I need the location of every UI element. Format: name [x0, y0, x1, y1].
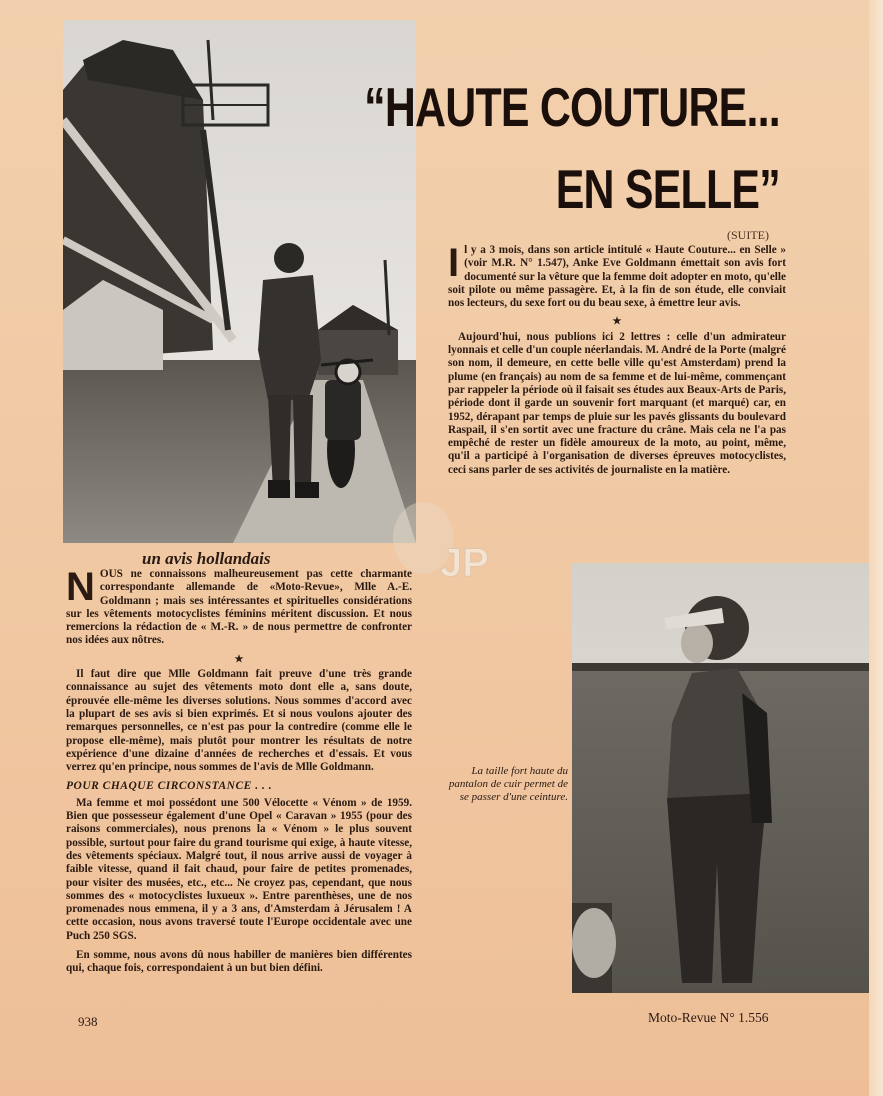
- magazine-footer: Moto-Revue N° 1.556: [648, 1010, 769, 1025]
- main-column: [66, 565, 412, 982]
- main-paragraph-4: En somme, nous avons dû nous habiller de manières bien différentes qui, chaque fois, correspondaient à un but bien défini.: [66, 949, 412, 975]
- watermark-text: JP: [440, 541, 489, 585]
- intro-dropcap: I: [448, 241, 460, 285]
- intro-paragraph-2: Aujourd'hui, nous publions ici 2 lettres : celle d'un admirateur lyonnais et celle d'un couple néerlandais. M. André de la Porte (malgré son nom, il demeure, en cette belle ville qu'est Amsterdam) prend la plume (en français) au nom de sa femme et de lui-même, commençant par rappeler la période où il faisait ses études aux Beaux-Arts de Paris, période dont il garde un souvenir fort marquant (et marqué) car, en 1952, dérapant par temps de pluie sur les pavés glissants du boulevard Raspail, il s'en sortit avec une fracture du crâne. Mais cela ne l'a pas empêché de rester un fidèle amoureux de la moto, au point, même, qu'il a participé à l'organisation de diverses épreuves motocyclistes, ceci sans parler de ses activités de journaliste en la matière.: [448, 330, 786, 476]
- intro-paragraph-1: l y a 3 mois, dans son article intitulé « Haute Couture... en Selle » (voir M.R. N° 1.547), Anke Eve Goldmann émettait son avis fort documenté sur la vêture que la femme doit adopter en moto, qu'elle soit pilote ou même passagère. Et, à la fin de son étude, elle conviait nos lecteurs, du sexe fort ou du beau sexe, à émettre leur avis.: [448, 244, 786, 310]
- headline-line-2: EN SELLE”: [555, 158, 780, 220]
- main-paragraph-1: OUS ne connaissons malheureusement pas cette charmante correspondante allemande de «Moto-Revue», Mlle A.-E. Goldmann ; mais ses intéressantes et spirituelles considérations sur les vêtements motocyclistes féminins méritent discussion. Et nous remercions la rédaction de « M.-R. » de nous permettre de confronter nos idées aux nôtres.: [66, 568, 412, 647]
- main-dropcap: N: [66, 565, 95, 609]
- article-headline: [340, 66, 780, 230]
- photo-caption: La taille fort haute du pantalon de cuir permet de se passer d'une ceinture.: [448, 765, 568, 803]
- intro-column: [448, 241, 786, 483]
- main-paragraph-2: Il faut dire que Mlle Goldmann fait preuve d'une très grande connaissance au sujet des vêtements moto dont elle a, sans doute, éprouvée elle-même les diverses solutions. Nous sommes d'accord avec la plupart de ses avis si bien exprimés. Et si nous voulons ajouter des remarques personnelles, ce n'est pas pour la contredire (comme elle le propose elle-même), mais plutôt pour montrer les résultats de notre expérience d'une dizaine d'années de recherches et d'essais. Et vous verrez qu'en principe, nous sommes de l'avis de Mlle Goldmann.: [66, 668, 412, 774]
- page-edge: [869, 0, 883, 1096]
- separator-star-icon: ★: [234, 653, 244, 665]
- jp-watermark-logo: [378, 498, 508, 590]
- page-number: 938: [78, 1014, 98, 1029]
- headline-line-1: “HAUTE COUTURE...: [364, 76, 780, 138]
- photo-woman-leather: [572, 563, 869, 993]
- section-title: POUR CHAQUE CIRCONSTANCE . . .: [66, 780, 273, 793]
- suite-label: (SUITE): [727, 228, 769, 242]
- separator-star-icon: ★: [612, 316, 622, 328]
- section-subhead: un avis hollandais: [142, 549, 271, 568]
- main-paragraph-3: Ma femme et moi possédont une 500 Vélocette « Vénom » de 1959. Bien que possesseur également d'une Opel « Caravan » 1955 (pour des raisons commerciales), nous prenons la « Vénom » le plus souvent possible, surtout pour faire du grand tourisme qui exige, à haute vitesse, des vêtements spéciaux. Malgré tout, il nous arrive aussi de voyager à faible vitesse, quand il fait chaud, pour faire de petites promenades, pour visiter des musées, etc., etc... Ne croyez pas, cependant, que nous sommes des « motocyclistes luxueux ». Entre parenthèses, une de nos promenades nous emmena, il y a 3 ans, d'Amsterdam à Jérusalem ! A cette occasion, nous avons traversé toute l'Europe occidentale avec une Puch 250 SGS.: [66, 796, 412, 942]
